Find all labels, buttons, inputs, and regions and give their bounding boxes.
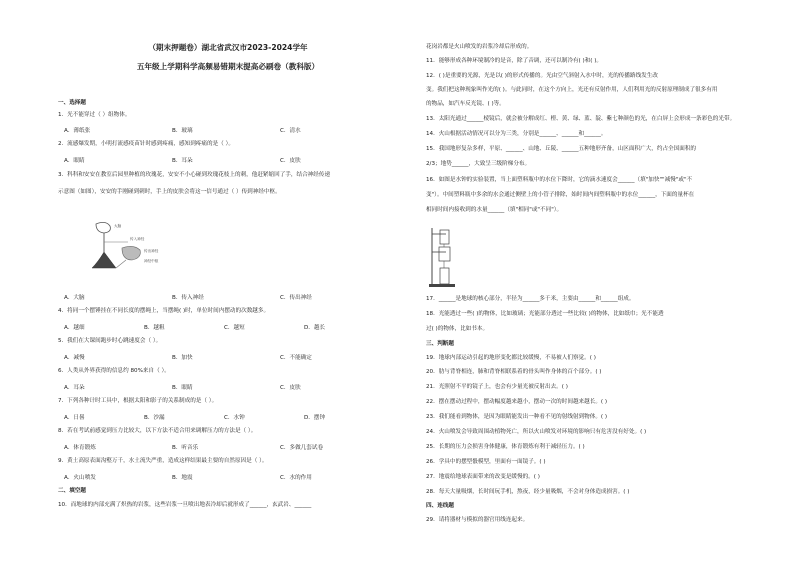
q1-option-b: B．玻璃 bbox=[172, 128, 193, 134]
q6-option-c: C．皮肤 bbox=[280, 385, 301, 391]
q2-option-c: C．皮肤 bbox=[280, 158, 301, 164]
question-12-line-2: 变。我们把这种现象叫作光的( )。与此同时，在这个方向上，光还有反射作用，人们利用光的反射原理制成了很多有用 bbox=[426, 87, 718, 93]
stand-base bbox=[429, 284, 455, 287]
question-23: 23．我们能看到物体，是因为眼睛能发出一种看不见的射线射到物体。( ) bbox=[426, 414, 608, 420]
fig-label-brain: 大脑 bbox=[114, 224, 122, 228]
question-2: 2．流感爆发期，小明打流感疫苗针时感到疼痛，感知到疼痛的是（ ）。 bbox=[58, 141, 234, 147]
upper-bottle bbox=[440, 230, 449, 244]
question-3-line-1: 3．科科和安安在教室后园里种植的玫瑰花，安安不小心碰到玫瑰花枝上的刺，他赶紧缩回了手，结合神经传递 bbox=[58, 172, 331, 178]
question-15-line-2: 2/3；地势______，大致呈三级阶梯分布。 bbox=[426, 161, 531, 167]
question-16-line-3: 相同时间内接收到的水量______（填"相同"或"不同"）。 bbox=[426, 207, 563, 213]
question-14: 14．火山根据活动情况可以分为三类，分别是______、______和______。 bbox=[426, 131, 607, 137]
question-3-line-2: 示意图（如图），安安的手刚碰到刺时，手上的皮肤会将这一信号通过（ ）传到神经中枢。 bbox=[58, 189, 281, 195]
question-25: 25．长期的压力会损害身体健康，体育锻炼有利于减轻压力。( ) bbox=[426, 444, 585, 450]
q7-option-d: D．摆钟 bbox=[304, 415, 326, 421]
section-judge: 三、判断题 bbox=[426, 341, 454, 347]
q3-option-a: A．大脑 bbox=[64, 295, 85, 301]
q9-option-b: B．地震 bbox=[172, 475, 193, 481]
hand-shape bbox=[92, 252, 116, 268]
fig-label-efferent: 传出神经 bbox=[144, 249, 159, 253]
question-10-cont: 花岗岩都是火山喷发的岩浆冷却后形成的。 bbox=[426, 44, 533, 50]
nerve-diagram-figure bbox=[88, 220, 168, 275]
q5-option-c: C．不能确定 bbox=[280, 355, 312, 361]
q4-option-c: C．越短 bbox=[224, 325, 245, 331]
brain-shape bbox=[96, 222, 110, 233]
q2-option-b: B．耳朵 bbox=[172, 158, 193, 164]
q6-option-b: B．眼睛 bbox=[172, 385, 193, 391]
q8-option-a: A．体育锻炼 bbox=[64, 445, 96, 451]
question-12-line-1: 12．( )是重要的光源，光是以( )的形式传播的。光由空气斜射入水中时，光的传播路线发生改 bbox=[426, 73, 658, 79]
question-15-line-1: 15．我国地形复杂多样，平原、______、山地、丘陵、______五种地形齐备，山区面积广大，约占全国面积的 bbox=[426, 146, 697, 152]
q6-option-a: A．耳朵 bbox=[64, 385, 85, 391]
question-10: 10．而地球的内部充满了炽热的岩浆，这些岩浆一旦喷出地表冷却后就形成了______，玄武岩、______ bbox=[58, 502, 312, 508]
q7-option-c: C．水钟 bbox=[224, 415, 245, 421]
question-26: 26．学具中的摆型骰模型，里面有一面镜子。( ) bbox=[426, 459, 546, 465]
question-18-line-2: 过( )的物体，比如书本。 bbox=[426, 326, 489, 332]
q9-option-c: C．水的作用 bbox=[280, 475, 312, 481]
efferent-line bbox=[116, 260, 126, 268]
title-line-2: 五年级上学期科学高频易错期末提高必刷卷（教科版） bbox=[136, 62, 320, 71]
question-16-line-2: 变"）。中间塑料瓶中多余的水会通过侧壁上的小管子排除，始时间内间塑料瓶中的水位______，下面的量杯在 bbox=[426, 192, 695, 198]
q7-option-b: B．沙漏 bbox=[144, 415, 165, 421]
question-24: 24．火山喷发会导致周围动植物死亡，所以火山喷发对环境的影响只有危害没有好处。( ) bbox=[426, 429, 647, 435]
q2-option-a: A．眼睛 bbox=[64, 158, 85, 164]
question-28: 28．每天大量吸烟，长时间玩手机，熬夜，经少量吸烟，不会对身体造成损害。( ) bbox=[426, 489, 630, 495]
question-17: 17．______是地球的核心部分，半径为______多千米，主要由______和______组成。 bbox=[426, 296, 635, 302]
section-choice: 一、选择题 bbox=[58, 100, 86, 106]
question-12-line-3: 的物品，如汽车反光镜、( )等。 bbox=[426, 101, 505, 107]
question-5: 5．我们在大课间跑步时心跳速度会（ ）。 bbox=[58, 338, 162, 344]
q3-option-c: C．传出神经 bbox=[280, 295, 312, 301]
q9-option-a: A．火山喷发 bbox=[64, 475, 96, 481]
question-20: 20．肋与背脊相连，肺和背脊相联系着的骨头叫作身体的百个部分。( ) bbox=[426, 369, 602, 375]
fig-label-center: 神经中枢 bbox=[144, 259, 159, 263]
question-11: 11．能够形成各种环境制冷的是音，除了音调，还可以制冷有( )和( )。 bbox=[426, 58, 603, 64]
q5-option-a: A．减慢 bbox=[64, 355, 85, 361]
question-1: 1．光不能穿过（ ）组物体。 bbox=[58, 112, 131, 118]
q5-option-b: B．加快 bbox=[172, 355, 193, 361]
question-19: 19．地球内部运动引起的地形变化都比较缓慢，不易被人们察觉。( ) bbox=[426, 355, 596, 361]
question-27: 27．地震给地球表面带来的改变是缓慢的。( ) bbox=[426, 474, 540, 480]
spinal-cord-section bbox=[122, 246, 140, 260]
middle-bottle bbox=[439, 247, 450, 261]
q1-option-a: A．薄纸张 bbox=[64, 128, 91, 134]
question-18-line-1: 18．光能透过一些( )的物体，比如玻璃；光能部分透过一些比较( )的物体，比如纸巾；光不能透 bbox=[426, 311, 664, 317]
q8-option-c: C．多做几套试卷 bbox=[280, 445, 324, 451]
question-6: 6．人类从外界获得的信息约 80%来自（ ）。 bbox=[58, 368, 170, 374]
question-7: 7．下列各种计时工具中，根据太阳和影子的关系制成的是（ ）。 bbox=[58, 398, 218, 404]
q4-option-b: B．越粗 bbox=[144, 325, 165, 331]
title-line-1: （期末押题卷）湖北省武汉市2023-2024学年 bbox=[148, 43, 308, 52]
section-match: 四、连线题 bbox=[426, 503, 454, 509]
fig-label-afferent: 传入神经 bbox=[130, 237, 145, 241]
water-clock-figure bbox=[428, 226, 458, 288]
question-13: 13．太阳光通过______棱镜后，就会被分解成红、橙、黄、绿、蓝、靛、紫七种颜色的光，在白屏上会形成一条彩色的光带。 bbox=[426, 116, 736, 122]
question-29: 29．请将器材与模拟的器官用线连起来。 bbox=[426, 517, 529, 523]
q7-option-a: A．日晷 bbox=[64, 415, 85, 421]
question-16-line-1: 16．如图是水钟的实验装置，当上面塑料瓶中的水位下降时，它的滴水速度会______（填"加快""减慢"或"不 bbox=[426, 177, 693, 183]
question-21: 21．光照射不平的镜子上，也会有少量光被反射出去。( ) bbox=[426, 384, 568, 390]
q4-option-d: D．越长 bbox=[304, 325, 326, 331]
q8-option-b: B．听音乐 bbox=[172, 445, 199, 451]
section-fill: 二、填空题 bbox=[58, 488, 86, 494]
question-8: 8．若在考试前感觉到压力比较大，以下方法不适合用来调解压力的方法是（ ）。 bbox=[58, 428, 257, 434]
measuring-cup bbox=[440, 268, 449, 284]
question-22: 22．摆在摆动过程中，摆动幅度越来越小，摆动一次的时间越来越长。( ) bbox=[426, 399, 608, 405]
q4-option-a: A．越细 bbox=[64, 325, 85, 331]
q1-option-c: C．清水 bbox=[280, 128, 301, 134]
question-9: 9．黄土高原表面沟壑万千，水土流失严重，造成这样结果最主要的自然原因是（ ）。 bbox=[58, 458, 268, 464]
question-4: 4．将同一个摆锤挂在不同长度的摆绳上，当摆绳( )时，单位时间内摆动的次数越多。 bbox=[58, 308, 270, 314]
q3-option-b: B．传入神经 bbox=[172, 295, 204, 301]
